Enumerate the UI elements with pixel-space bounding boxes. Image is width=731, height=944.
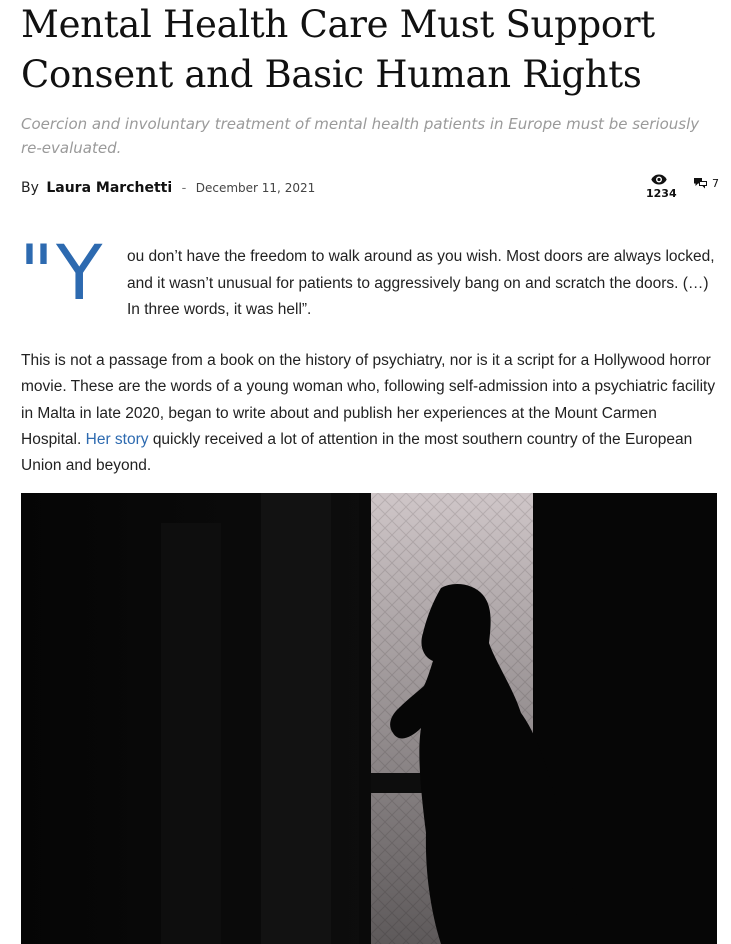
article-meta: [21, 176, 719, 212]
publish-date: December 11, 2021: [195, 181, 316, 195]
byline: [21, 180, 315, 197]
article-subtitle: Coercion and involuntary treatment of mental health patients in Europe must be seriously re-evaluated.: [21, 115, 700, 157]
comments-count: 7: [712, 176, 719, 190]
pull-quote-text: ou don’t have the freedom to walk around as you wish. Most doors are always locked, and it wasn’t unusual for patients to aggressively bang on and scratch the doors. (…) In three words, it was hell”.: [127, 248, 715, 318]
byline-by-label: By: [21, 180, 39, 196]
drop-cap-quote: "Y: [19, 228, 105, 317]
article-paragraph: [21, 348, 721, 479]
comment-icon: [694, 174, 708, 193]
pull-quote: [19, 228, 717, 318]
article: [21, 0, 717, 495]
comments-link[interactable]: [694, 174, 719, 193]
views-counter: [646, 174, 677, 201]
her-story-link[interactable]: Her story: [85, 430, 149, 448]
paragraph-text-continued: quickly received a lot of attention in the most southern country of the European Union and beyond.: [21, 430, 693, 475]
author-link[interactable]: Laura Marchetti: [46, 180, 173, 196]
article-hero-image: [21, 493, 717, 944]
article-title: Mental Health Care Must Support Consent and Basic Human Rights: [21, 3, 655, 96]
paragraph-text: This is not a passage from a book on the history of psychiatry, nor is it a script for a Hollywood horror movie. These are the words of a young woman who, following self-admission into a psychiatric facility in Malta in late 2020, began to write about and publish her experiences at the Mount Carmen Hospital.: [21, 352, 716, 448]
eye-icon: [646, 174, 672, 185]
views-count: 1234: [646, 187, 677, 200]
byline-separator: -: [181, 181, 187, 196]
